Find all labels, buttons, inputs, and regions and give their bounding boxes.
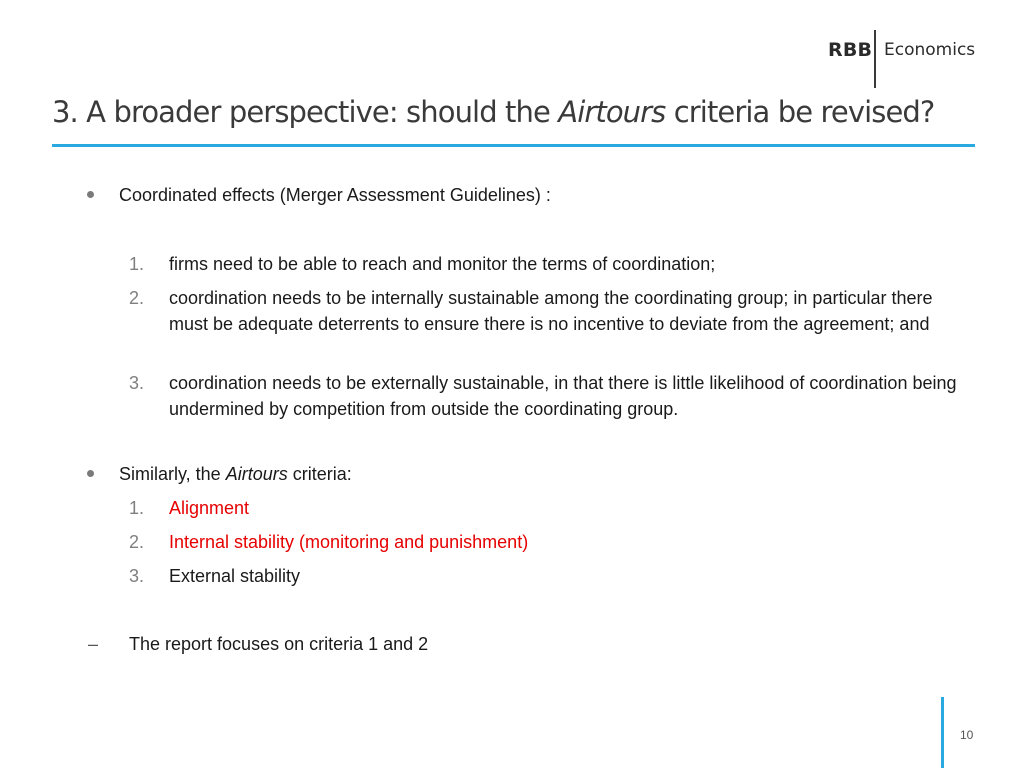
bullet-dot [87,191,94,198]
bullet-text-after: criteria: [287,464,352,484]
list-number: 2. [129,532,145,552]
list-text: coordination needs to be externally sustainable, in that there is little likelihood of coordination being undermined by competition from outside the coordinating group. [169,373,957,419]
footer-accent-bar [941,697,944,768]
list-text: firms need to be able to reach and monitor the terms of coordination; [169,254,716,274]
list-number: 3. [129,373,145,393]
logo-economics: Economics [884,40,976,60]
dash-text: The report focuses on criteria 1 and 2 [129,634,429,654]
logo-rbb: RBB [828,39,873,61]
list-text: Alignment [169,498,250,518]
list-text: External stability [169,566,301,586]
bullet-text-italic: Airtours [225,464,288,484]
bullet-dot [87,470,94,477]
dash-symbol: – [88,634,99,654]
list-number: 1. [129,498,145,518]
page-number: 10 [960,728,974,742]
list-number: 3. [129,566,145,586]
title-italic: Airtours [558,95,666,129]
bullet-text-before: Similarly, the [119,464,226,484]
bullet-text [119,461,352,487]
list-text: Internal stability (monitoring and punishment) [169,532,529,552]
bullet-text: Coordinated effects (Merger Assessment Guidelines) : [119,185,551,205]
list-number: 2. [129,288,145,308]
list-number: 1. [129,254,145,274]
title-after: criteria be revised? [665,95,935,129]
title-before: 3. A broader perspective: should the [52,95,559,129]
list-text: coordination needs to be internally sustainable among the coordinating group; in particular there must be adequate deterrents to ensure there is no incentive to deviate from the agreement; and [169,288,933,334]
